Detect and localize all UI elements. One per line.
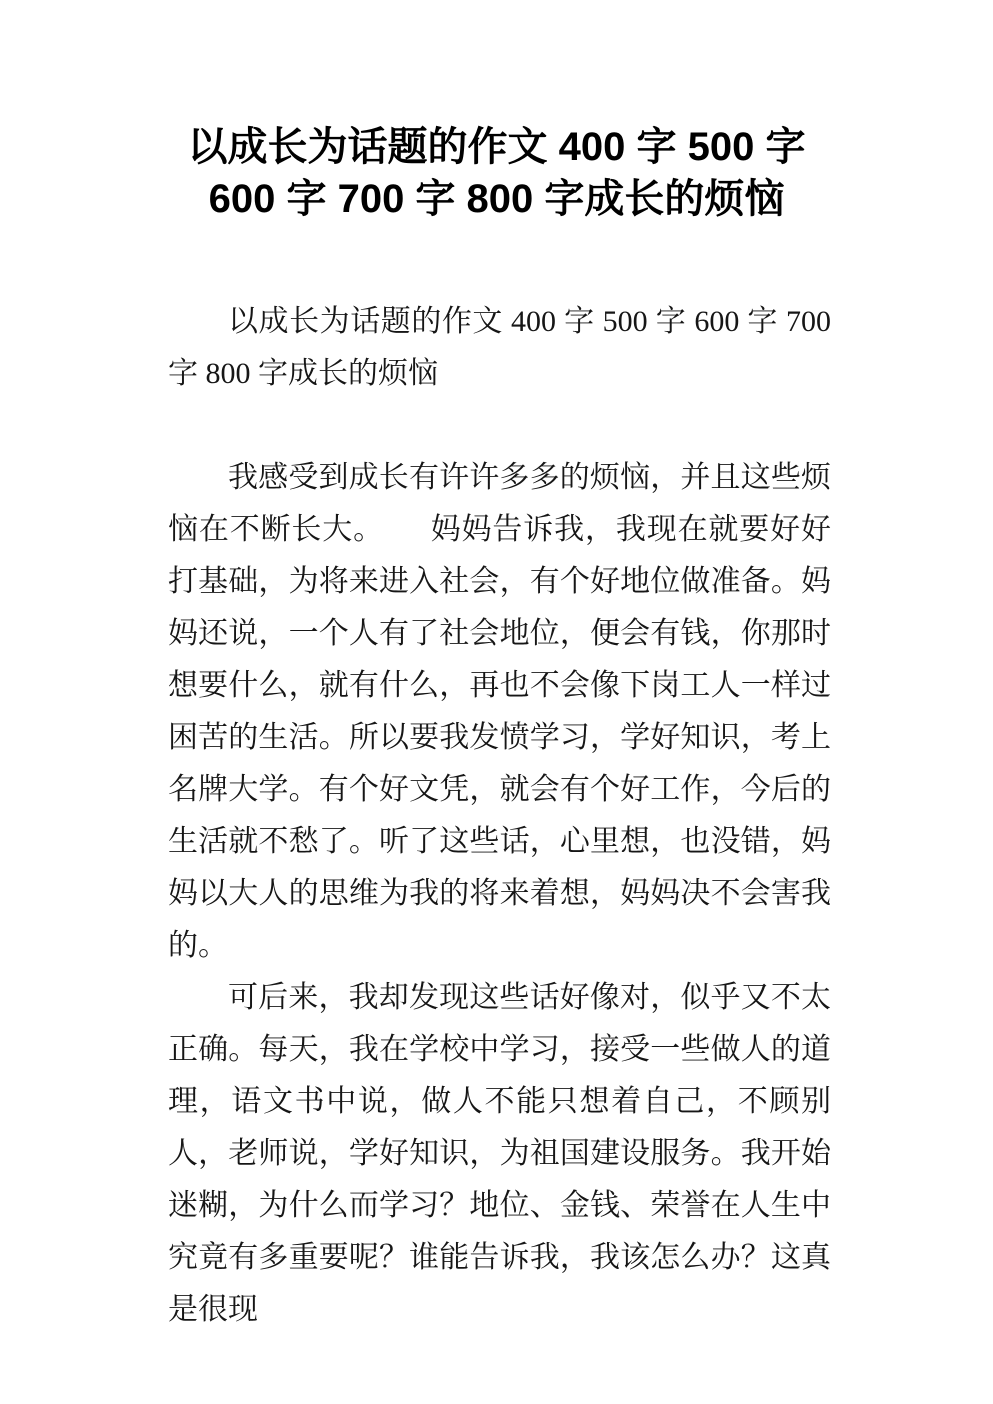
document-body [0, 296, 993, 1336]
document-title-line-2: 600 字 700 字 800 字成长的烦恼 [208, 177, 785, 221]
paragraph-body-1: 我感受到成长有许许多多的烦恼，并且这些烦恼在不断长大。 妈妈告诉我，我现在就要好好打基础，为将来进入社会，有个好地位做准备。妈妈还说，一个人有了社会地位，便会有钱，你那时想要什么，就有什么，再也不会像下岗工人一样过困苦的生活。所以要我发愤学习，学好知识，考上名牌大学。有个好文凭，就会有个好工作，今后的生活就不愁了。听了这些话，心里想，也没错，妈妈以大人的思维为我的将来着想，妈妈决不会害我的。 [168, 461, 831, 962]
blank-line-spacer [168, 400, 831, 452]
paragraph-subtitle: 以成长为话题的作文 400 字 500 字 600 字 700 字 800 字成长的烦恼 [168, 305, 831, 390]
paragraph-body-2: 可后来，我却发现这些话好像对，似乎又不太正确。每天，我在学校中学习，接受一些做人的道理，语文书中说，做人不能只想着自己，不顾别人，老师说，学好知识，为祖国建设服务。我开始迷糊，为什么而学习？地位、金钱、荣誉在人生中究竟有多重要呢？谁能告诉我，我该怎么办？这真是很现 [168, 981, 831, 1326]
document-title [90, 121, 903, 225]
document-title-line-1: 以成长为话题的作文 400 字 500 字 [187, 125, 806, 169]
